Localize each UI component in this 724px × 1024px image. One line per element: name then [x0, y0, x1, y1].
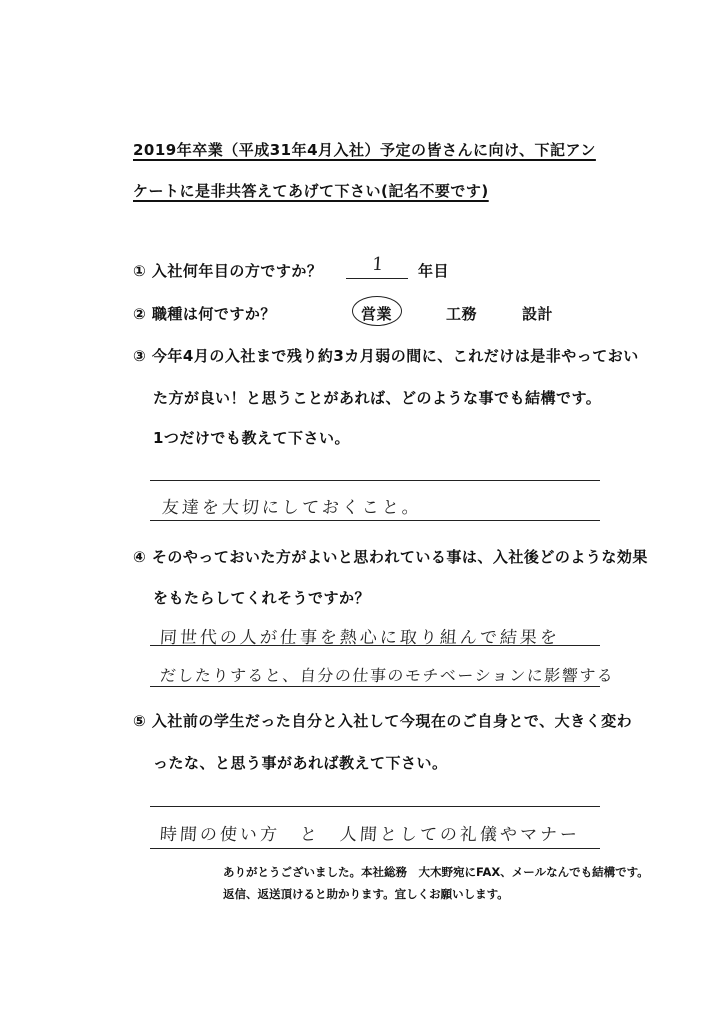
q4-answer-1: 同世代の人が仕事を熱心に取り組んで結果を	[159, 628, 561, 648]
header-line-1: 2019年卒業（平成31年4月入社）予定の皆さんに向け、下記アン	[133, 141, 596, 159]
q2-option-design: 設計	[522, 305, 554, 323]
q4-answer-2: だしたりすると、自分の仕事のモチベーションに影響する	[159, 666, 615, 685]
q5-line-1: ⑤ 入社前の学生だった自分と入社して今現在のご自身とで、大きく変わ	[133, 712, 633, 730]
q1-answer: 1	[371, 254, 388, 275]
q5-answer-rule-bottom	[150, 848, 600, 849]
q5-answer-rule-top	[150, 806, 600, 807]
q2-option-sales: 営業	[361, 305, 393, 323]
q2-option-construction: 工務	[446, 305, 478, 323]
q3-line-1: ③ 今年4月の入社まで残り約3カ月弱の間に、これだけは是非やっておい	[133, 347, 639, 365]
q3-answer-rule-top	[150, 480, 600, 481]
header-line-2: ケートに是非共答えてあげて下さい(記名不要です)	[133, 182, 489, 200]
q1-unit: 年目	[418, 262, 450, 280]
q5-line-2: ったな、と思う事があれば教えて下さい。	[153, 754, 448, 772]
footer-line-1: ありがとうございました。本社総務 大木野宛にFAX、メールなんでも結構です。	[223, 865, 649, 879]
q3-answer: 友達を大切にしておくこと。	[161, 498, 423, 518]
q3-line-2: た方が良い！と思うことがあれば、どのような事でも結構です。	[153, 389, 602, 407]
q4-line-1: ④ そのやっておいた方がよいと思われている事は、入社後どのような効果	[133, 548, 648, 566]
q2-label: ② 職種は何ですか？	[133, 305, 276, 323]
q3-line-3: 1つだけでも教えて下さい。	[153, 429, 350, 447]
q5-answer: 時間の使い方 と 人間としての礼儀やマナー	[159, 825, 581, 845]
q4-answer-rule-2	[150, 686, 600, 687]
q1-answer-line	[346, 278, 408, 279]
q3-answer-rule-bottom	[150, 520, 600, 521]
q4-answer-rule-1	[150, 645, 600, 646]
q1-label: ① 入社何年目の方ですか？	[133, 262, 323, 280]
footer-line-2: 返信、返送頂けると助かります。宜しくお願いします。	[223, 887, 509, 901]
q4-line-2: をもたらしてくれそうですか？	[153, 589, 371, 607]
